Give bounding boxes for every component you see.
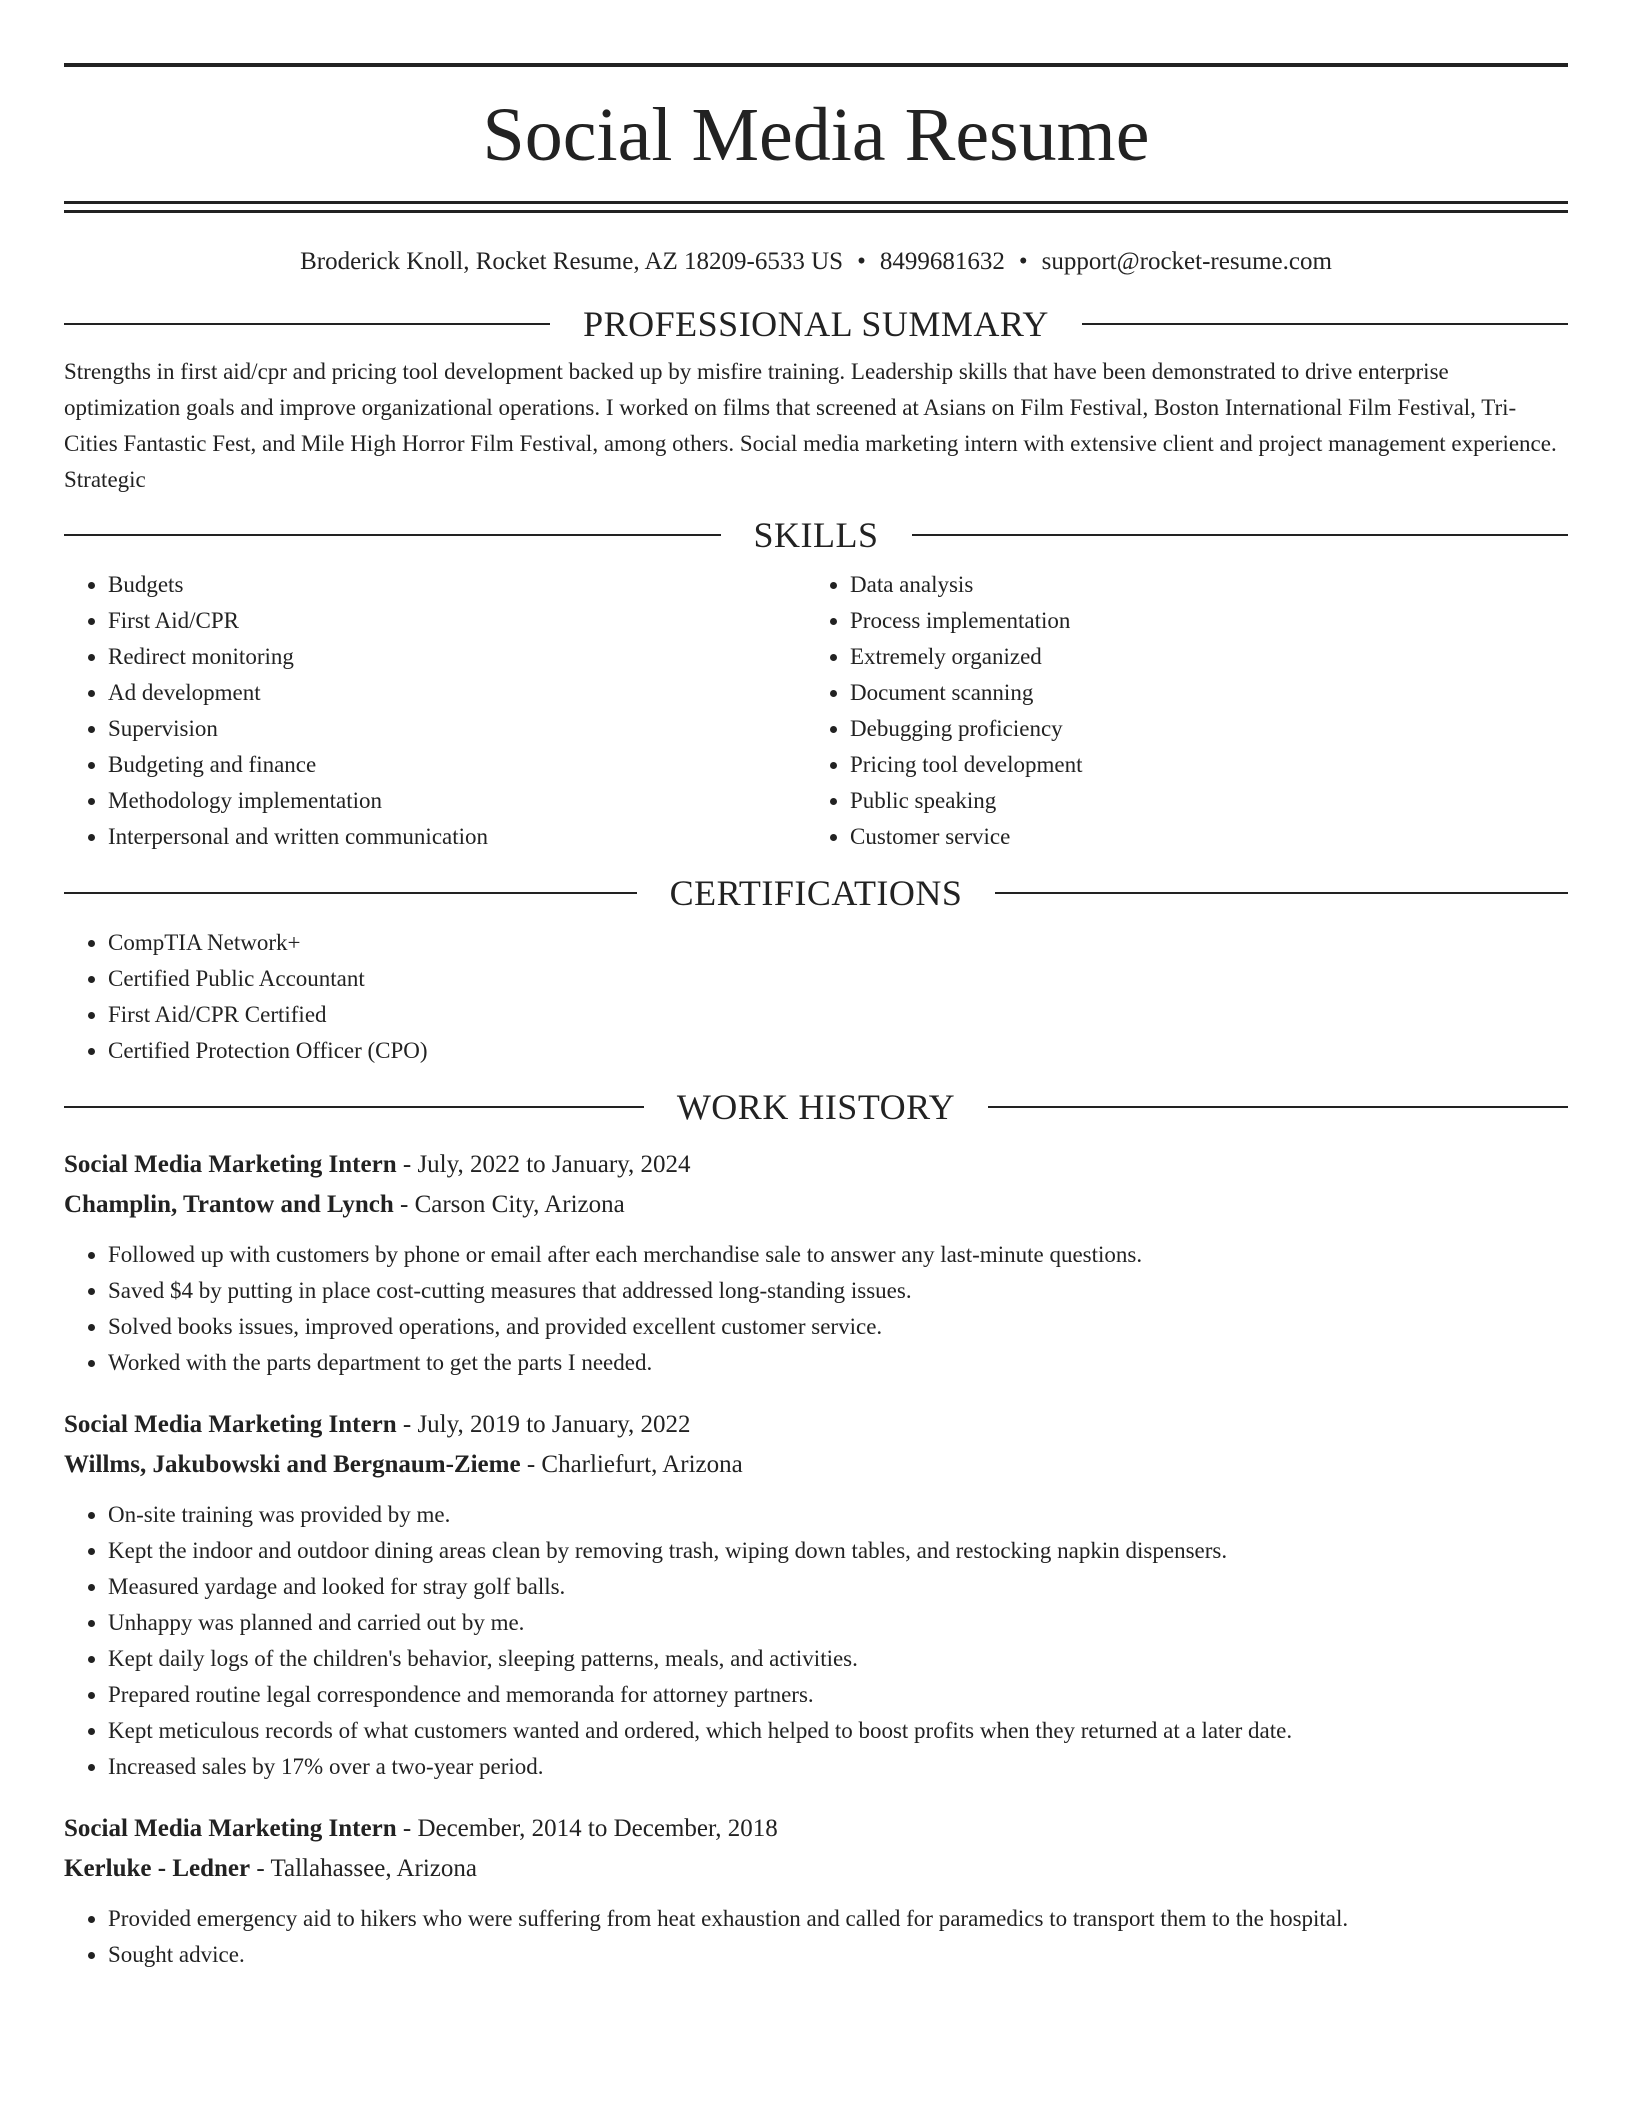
job-dates: July, 2019 to January, 2022 bbox=[417, 1411, 691, 1438]
heading-rule bbox=[64, 1106, 644, 1108]
job-duty: • Kept meticulous records of what customers wanted and ordered, which helped to boost profits when they returned at a later date. bbox=[108, 1713, 1568, 1749]
resume-page bbox=[64, 0, 1568, 1973]
work-heading bbox=[64, 1087, 1568, 1127]
skills-heading bbox=[64, 515, 1568, 555]
job-dates: July, 2022 to January, 2024 bbox=[417, 1151, 691, 1178]
certification-item: • CompTIA Network+ bbox=[108, 925, 1568, 961]
heading-rule bbox=[988, 1106, 1568, 1108]
job-entry bbox=[64, 1809, 1568, 1973]
job-duties bbox=[64, 1497, 1568, 1785]
heading-rule bbox=[64, 892, 637, 894]
job-duty: • Prepared routine legal correspondence and memoranda for attorney partners. bbox=[108, 1677, 1568, 1713]
skill-item: • Redirect monitoring bbox=[108, 639, 806, 675]
skill-item: • Budgets bbox=[108, 567, 806, 603]
heading-rule bbox=[64, 323, 550, 325]
job-duty: • On-site training was provided by me. bbox=[108, 1497, 1568, 1533]
skill-item: • First Aid/CPR bbox=[108, 603, 806, 639]
skill-item: • Interpersonal and written communication bbox=[108, 819, 806, 855]
contact-phone: 8499681632 bbox=[879, 248, 1005, 275]
job-company-line: Champlin, Trantow and Lynch - Carson City, Arizona bbox=[64, 1191, 625, 1218]
summary-heading-label: PROFESSIONAL SUMMARY bbox=[583, 304, 1049, 344]
job-duty: • Followed up with customers by phone or email after each merchandise sale to answer any last-minute questions. bbox=[108, 1237, 1568, 1273]
job-title-line: Social Media Marketing Intern - July, 2019 to January, 2022 bbox=[64, 1411, 691, 1438]
certifications-heading bbox=[64, 873, 1568, 913]
top-rule bbox=[64, 63, 1568, 67]
contact-email: support@rocket-resume.com bbox=[1041, 248, 1332, 275]
skills-heading-label: SKILLS bbox=[753, 515, 879, 555]
skill-item: • Ad development bbox=[108, 675, 806, 711]
job-duties bbox=[64, 1901, 1568, 1973]
certification-item: • Certified Public Accountant bbox=[108, 961, 1568, 997]
job-entry bbox=[64, 1145, 1568, 1381]
job-company: Champlin, Trantow and Lynch bbox=[64, 1191, 394, 1218]
skill-item: • Debugging proficiency bbox=[850, 711, 1548, 747]
skill-item: • Document scanning bbox=[850, 675, 1548, 711]
heading-rule bbox=[995, 892, 1568, 894]
skill-item: • Methodology implementation bbox=[108, 783, 806, 819]
job-duties bbox=[64, 1237, 1568, 1381]
title-double-rule bbox=[64, 201, 1568, 213]
skill-item: • Process implementation bbox=[850, 603, 1548, 639]
job-location: Carson City, Arizona bbox=[414, 1191, 625, 1218]
contact-line bbox=[64, 247, 1568, 277]
job-duty: • Sought advice. bbox=[108, 1937, 1568, 1973]
skill-item: • Extremely organized bbox=[850, 639, 1548, 675]
skill-item: • Customer service bbox=[850, 819, 1548, 855]
summary-heading bbox=[64, 304, 1568, 344]
contact-address: Broderick Knoll, Rocket Resume, AZ 18209-6533 US bbox=[300, 248, 844, 275]
contact-separator: • bbox=[857, 248, 866, 275]
certification-item: • Certified Protection Officer (CPO) bbox=[108, 1033, 1568, 1069]
skill-item: • Budgeting and finance bbox=[108, 747, 806, 783]
certification-item: • First Aid/CPR Certified bbox=[108, 997, 1568, 1033]
job-title: Social Media Marketing Intern bbox=[64, 1151, 397, 1178]
summary-text: Strengths in first aid/cpr and pricing tool development backed up by misfire training. Leadership skills that have been demonstrated to drive enterprise optimization goals and improve organizational operations. I worked on films that screened at Asians on Film Festival, Boston International Film Festival, Tri-Cities Fantastic Fest, and Mile High Horror Film Festival, among others. Social media marketing intern with extensive client and project management experience. Strategic bbox=[64, 359, 1557, 492]
job-title-line: Social Media Marketing Intern - December, 2014 to December, 2018 bbox=[64, 1815, 778, 1842]
job-entry bbox=[64, 1405, 1568, 1785]
job-title: Social Media Marketing Intern bbox=[64, 1411, 397, 1438]
skill-item: • Public speaking bbox=[850, 783, 1548, 819]
skill-item: • Pricing tool development bbox=[850, 747, 1548, 783]
job-location: Charliefurt, Arizona bbox=[541, 1451, 743, 1478]
skill-item: • Supervision bbox=[108, 711, 806, 747]
job-company: Willms, Jakubowski and Bergnaum-Zieme bbox=[64, 1451, 521, 1478]
job-company-line: Willms, Jakubowski and Bergnaum-Zieme - Charliefurt, Arizona bbox=[64, 1451, 743, 1478]
job-duty: • Provided emergency aid to hikers who were suffering from heat exhaustion and called for paramedics to transport them to the hospital. bbox=[108, 1901, 1568, 1937]
job-duty: • Saved $4 by putting in place cost-cutting measures that addressed long-standing issues. bbox=[108, 1273, 1568, 1309]
heading-rule bbox=[912, 534, 1569, 536]
job-dates: December, 2014 to December, 2018 bbox=[417, 1815, 778, 1842]
skills-column-left bbox=[64, 567, 806, 855]
job-title: Social Media Marketing Intern bbox=[64, 1815, 397, 1842]
job-company-line: Kerluke - Ledner - Tallahassee, Arizona bbox=[64, 1855, 477, 1882]
job-company: Kerluke - Ledner bbox=[64, 1855, 251, 1882]
certifications-heading-label: CERTIFICATIONS bbox=[669, 873, 963, 913]
job-duty: • Solved books issues, improved operations, and provided excellent customer service. bbox=[108, 1309, 1568, 1345]
heading-rule bbox=[1082, 323, 1568, 325]
job-duty: • Kept the indoor and outdoor dining areas clean by removing trash, wiping down tables, and restocking napkin dispensers. bbox=[108, 1533, 1568, 1569]
job-duty: • Unhappy was planned and carried out by me. bbox=[108, 1605, 1568, 1641]
job-duty: • Measured yardage and looked for stray golf balls. bbox=[108, 1569, 1568, 1605]
resume-title: Social Media Resume bbox=[482, 93, 1150, 177]
job-duty: • Increased sales by 17% over a two-year period. bbox=[108, 1749, 1568, 1785]
certifications-list bbox=[64, 925, 1568, 1069]
skill-item: • Data analysis bbox=[850, 567, 1548, 603]
job-duty: • Worked with the parts department to get the parts I needed. bbox=[108, 1345, 1568, 1381]
heading-rule bbox=[64, 534, 721, 536]
skills-column-right bbox=[806, 567, 1548, 855]
work-heading-label: WORK HISTORY bbox=[676, 1087, 956, 1127]
job-title-line: Social Media Marketing Intern - July, 2022 to January, 2024 bbox=[64, 1151, 691, 1178]
job-duty: • Kept daily logs of the children's behavior, sleeping patterns, meals, and activities. bbox=[108, 1641, 1568, 1677]
contact-separator: • bbox=[1018, 248, 1028, 275]
job-location: Tallahassee, Arizona bbox=[270, 1855, 477, 1882]
skills-list bbox=[64, 567, 1568, 855]
